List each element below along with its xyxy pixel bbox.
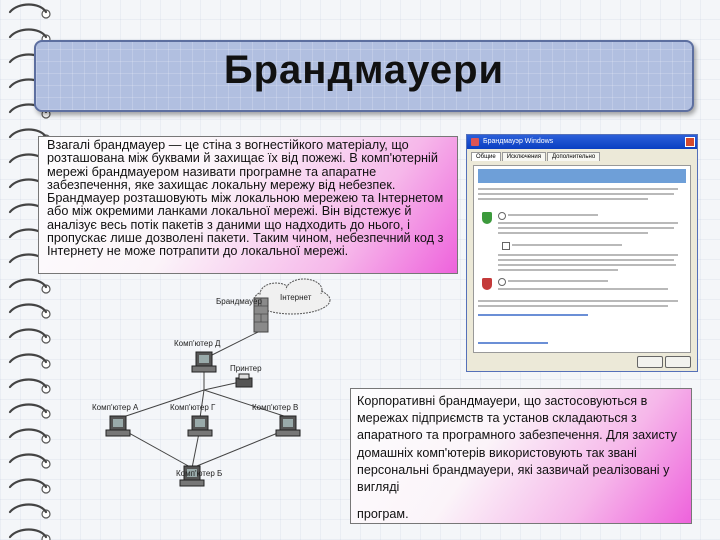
spiral-ring (10, 505, 46, 513)
printer-label: Принтер (230, 364, 262, 373)
text-line (498, 254, 678, 256)
text-line (498, 232, 648, 234)
computer-d-icon (192, 352, 216, 372)
spiral-ring (10, 5, 46, 13)
tab-exceptions: Исключения (502, 152, 546, 161)
spiral-ring (10, 380, 46, 388)
tab-general: Общие (471, 152, 501, 161)
firewall-settings-window (466, 134, 698, 372)
text-line (508, 214, 598, 216)
spiral-ring (10, 480, 46, 488)
spiral-ring (10, 280, 46, 288)
text-line (512, 244, 622, 246)
info-banner (478, 169, 686, 183)
spiral-ring (10, 430, 46, 438)
text-line (508, 280, 608, 282)
checkbox (502, 242, 510, 250)
text-line (478, 193, 674, 195)
cancel-button (665, 356, 691, 368)
spiral-ring (10, 455, 46, 463)
title-banner (34, 40, 694, 112)
computer-v-icon (276, 416, 300, 436)
text-line (478, 300, 678, 302)
spiral-ring (10, 30, 46, 38)
text-line (498, 269, 618, 271)
intro-text-box (38, 136, 458, 274)
computer-b-label: Комп'ютер Б (176, 469, 223, 478)
ok-button (637, 356, 663, 368)
shield-off-icon (482, 278, 492, 290)
corporate-paragraph-end: програм. (357, 507, 409, 522)
spiral-ring (10, 530, 46, 538)
text-line (498, 259, 674, 261)
text-line (478, 198, 648, 200)
text-line (498, 288, 668, 290)
computer-d-label: Комп'ютер Д (174, 339, 221, 348)
firewall-label: Брандмауер (216, 297, 262, 306)
printer-icon (236, 374, 252, 387)
text-line (498, 227, 674, 229)
network-diagram (80, 278, 350, 536)
radio-off (498, 278, 506, 286)
radio-on (498, 212, 506, 220)
computer-a-icon (106, 416, 130, 436)
spiral-ring (10, 305, 46, 313)
spiral-ring (10, 330, 46, 338)
spiral-ring (10, 355, 46, 363)
spiral-ring (10, 405, 46, 413)
link-line (478, 342, 548, 344)
corporate-text-box (350, 388, 692, 524)
link-line (478, 314, 588, 316)
text-line (498, 222, 678, 224)
window-title: Брандмауэр Windows (483, 138, 554, 145)
tab-advanced: Дополнительно (547, 152, 600, 161)
close-icon (685, 137, 695, 147)
window-tabs (467, 149, 697, 164)
computer-g-icon (188, 416, 212, 436)
text-line (498, 264, 676, 266)
window-app-icon (471, 138, 479, 146)
window-body (473, 165, 691, 353)
corporate-paragraph: Корпоративні брандмауери, що застосовуються в мережах підприємств та установ складаються з апаратного та програмного забезпечення. Для захисту домашніх комп'ютерів використовують так звані персональні брандмауери, які зазвичай реалізовані у вигляді (357, 394, 677, 495)
text-line (478, 188, 678, 190)
computer-v-label: Комп'ютер В (252, 403, 299, 412)
page-title: Брандмауери (223, 48, 505, 92)
internet-label: Інтернет (280, 293, 312, 302)
computer-a-label: Комп'ютер А (92, 403, 139, 412)
computer-g-label: Комп'ютер Г (170, 403, 216, 412)
shield-on-icon (482, 212, 492, 224)
window-titlebar (467, 135, 697, 149)
text-line (478, 305, 668, 307)
intro-paragraph: Взагалі брандмауер — це стіна з вогнестійкого матеріалу, що розташована між буквами й захищає їх від пожежі. В комп'ютерній мережі брандмауером називати програмне та апаратне забезпечення, яке захищає локальну мережу від небезпек. Брандмауер розташовують між локальною мережею та Інтернетом або між окремими ланками локальної мережі. Він відстежує й аналізує весь потік пакетів з даними що надходить до нього, і пропускає лише дозволені пакети. Таким чином, небезпечний код з Інтернету не може потрапити до локальної мережі. (47, 138, 444, 259)
